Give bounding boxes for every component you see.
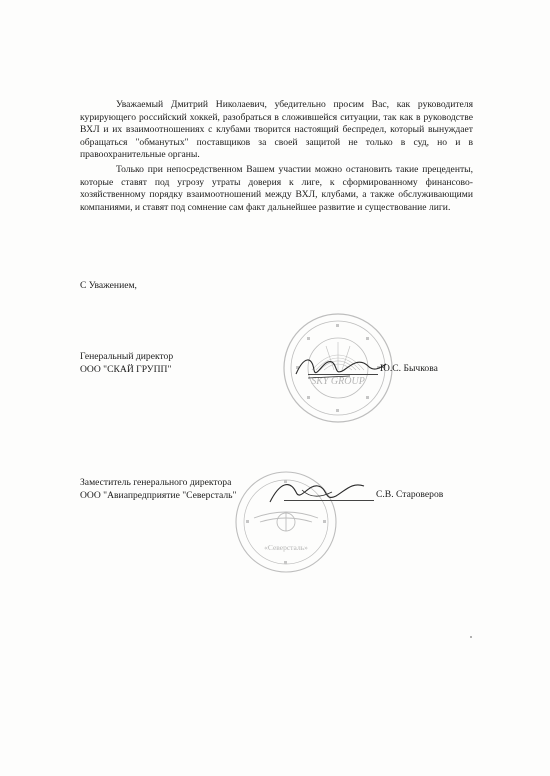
signatory-1-position: Генеральный директор — [80, 351, 174, 362]
signatory-1-block — [80, 350, 173, 376]
scan-speck — [470, 636, 472, 638]
stamp2-label: «Северсталь» — [264, 543, 308, 552]
signatory-1-name: Ю.С. Бычкова — [380, 363, 438, 374]
letter-closing: С Уважением, — [80, 280, 137, 291]
signatory-2-name: С.В. Староверов — [376, 489, 444, 500]
signature-line-2 — [284, 500, 374, 501]
signatory-2-position: Заместитель генерального директора — [80, 477, 232, 488]
signatory-2-company: ООО "Авиапредприятие "Северсталь" — [80, 490, 237, 501]
signature-line-1 — [308, 374, 378, 375]
stamp1-label: SKY GROUP — [311, 376, 365, 387]
letter-body — [80, 99, 473, 214]
signatory-1-company: ООО "СКАЙ ГРУПП" — [80, 364, 172, 375]
signatory-2-block — [80, 476, 236, 502]
handwritten-signature-2 — [262, 472, 372, 512]
letter-paragraph-1: Уважаемый Дмитрий Николаевич, убедительно просим Вас, как руководителя курирующего российский хоккей, разобраться в сложившейся ситуации, так как в руководстве ВХЛ и их взаимоотношениях с клубами творится настоящий беспредел, который вынуждает обращаться "обманутых" поставщиков за своей защитой не только в суд, но и в правоохранительные органы. — [80, 99, 473, 161]
handwritten-signature-1 — [290, 348, 390, 384]
letter-paragraph-2: Только при непосредственном Вашем участии можно остановить такие прецеденты, которые ставят под угрозу утраты доверия к лиге, к сформированному финансово-хозяйственному порядку взаимоотношений между ВХЛ, клубами, а также обслуживающими компаниями, и ставят под сомнение сам факт дальнейшее развитие и существование лиги. — [80, 163, 473, 213]
